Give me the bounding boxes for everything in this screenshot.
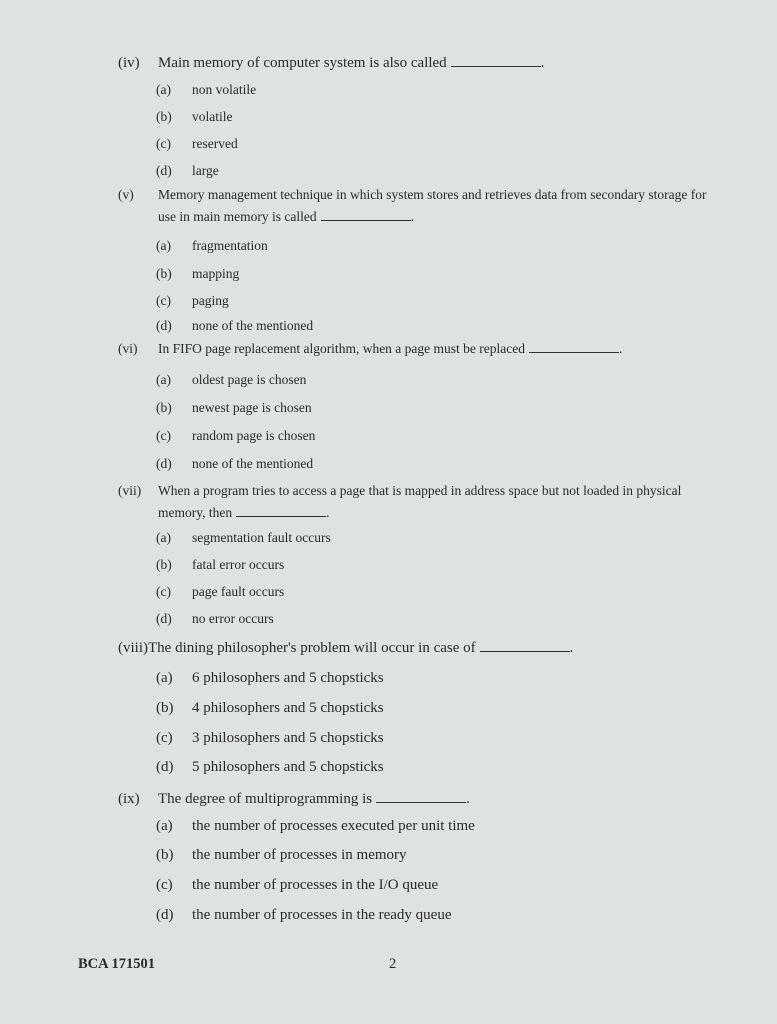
answer-blank bbox=[236, 506, 326, 517]
option: (c) reserved bbox=[156, 136, 238, 151]
option: (b) fatal error occurs bbox=[156, 557, 285, 572]
question-number: (v) bbox=[118, 187, 134, 202]
option: (a) 6 philosophers and 5 chopsticks bbox=[156, 670, 384, 686]
question-text: The degree of multiprogramming is bbox=[158, 791, 373, 807]
option: (d) no error occurs bbox=[156, 611, 274, 626]
option: (a) non volatile bbox=[156, 82, 257, 97]
answer-blank bbox=[480, 641, 570, 652]
answer-blank bbox=[451, 56, 541, 67]
question-viii: (viii)The dining philosopher's problem will occur in case of . bbox=[118, 640, 574, 656]
option: (d) none of the mentioned bbox=[156, 456, 314, 471]
answer-blank bbox=[529, 342, 619, 353]
question-text: Memory management technique in which system stores and retrieves data from secondary storage for use in main memory is called bbox=[158, 187, 707, 224]
option: (c) page fault occurs bbox=[156, 584, 285, 599]
question-text: The dining philosopher's problem will occur in case of bbox=[148, 640, 476, 656]
option: (d) large bbox=[156, 163, 219, 178]
answer-blank bbox=[321, 210, 411, 221]
option: (b) 4 philosophers and 5 chopsticks bbox=[156, 700, 384, 716]
question-vii: (vii) When a program tries to access a page that is mapped in address space but not loaded in physical memory, then . bbox=[118, 480, 718, 524]
page-number: 2 bbox=[389, 956, 397, 972]
option: (d) none of the mentioned bbox=[156, 318, 314, 333]
answer-blank bbox=[376, 792, 466, 803]
option: (a) segmentation fault occurs bbox=[156, 530, 331, 545]
option: (b) newest page is chosen bbox=[156, 400, 312, 415]
question-v: (v) Memory management technique in which system stores and retrieves data from secondary storage for use in main memory is called . bbox=[118, 184, 718, 228]
question-vi: (vi) In FIFO page replacement algorithm, when a page must be replaced . bbox=[118, 338, 718, 360]
question-number: (vi) bbox=[118, 341, 138, 356]
option: (d) 5 philosophers and 5 chopsticks bbox=[156, 759, 384, 775]
option: (a) the number of processes executed per unit time bbox=[156, 818, 475, 834]
option: (b) volatile bbox=[156, 109, 233, 124]
question-text: Main memory of computer system is also called bbox=[158, 55, 447, 71]
course-code: BCA 171501 bbox=[78, 956, 155, 972]
option: (a) oldest page is chosen bbox=[156, 372, 307, 387]
option: (c) 3 philosophers and 5 chopsticks bbox=[156, 730, 384, 746]
question-iv: (iv) Main memory of computer system is also called . bbox=[118, 52, 718, 74]
question-number: (ix) bbox=[118, 791, 140, 807]
option: (c) the number of processes in the I/O queue bbox=[156, 877, 439, 893]
question-number: (vii) bbox=[118, 483, 142, 498]
question-ix: (ix) The degree of multiprogramming is . bbox=[118, 788, 718, 810]
question-text: In FIFO page replacement algorithm, when a page must be replaced bbox=[158, 341, 525, 356]
question-number: (viii) bbox=[118, 640, 148, 656]
option: (b) mapping bbox=[156, 266, 240, 281]
option: (a) fragmentation bbox=[156, 238, 268, 253]
option: (b) the number of processes in memory bbox=[156, 847, 407, 863]
option: (c) paging bbox=[156, 293, 229, 308]
option: (d) the number of processes in the ready queue bbox=[156, 907, 452, 923]
question-number: (iv) bbox=[118, 55, 140, 71]
question-text: When a program tries to access a page that is mapped in address space but not loaded in physical memory, then bbox=[158, 483, 682, 520]
option: (c) random page is chosen bbox=[156, 428, 316, 443]
